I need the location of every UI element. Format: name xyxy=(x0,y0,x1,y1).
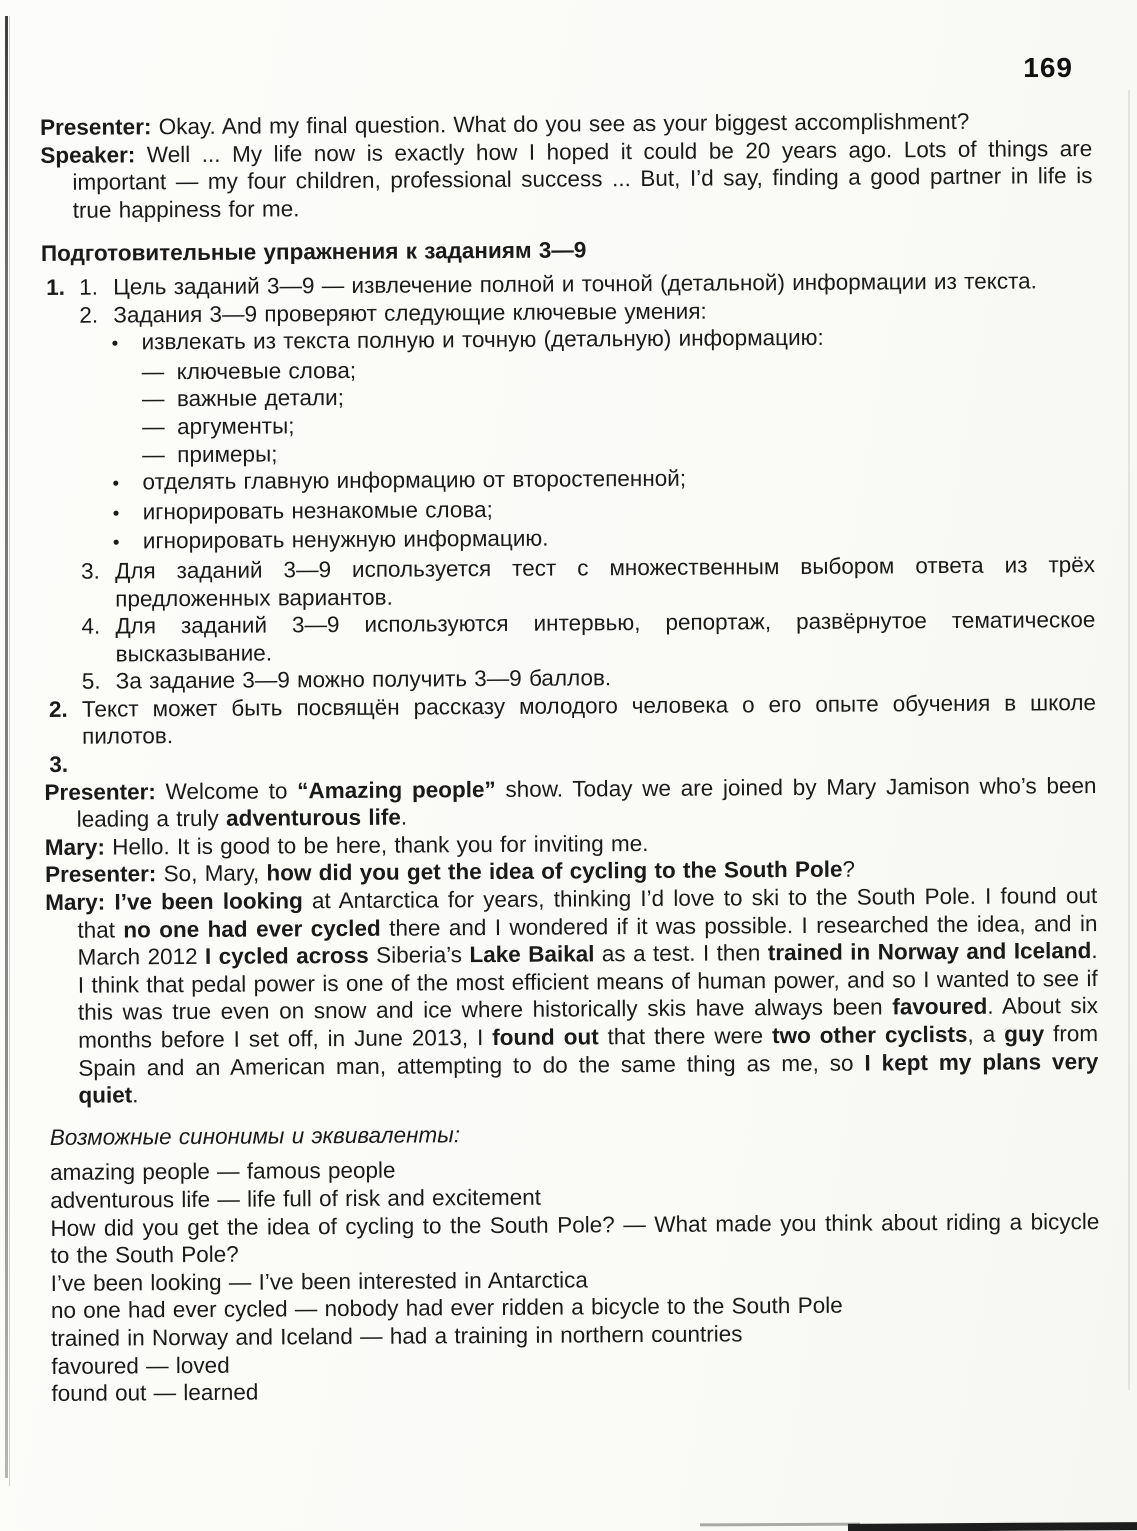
text-segment: Возможные синонимы и эквиваленты: xyxy=(49,1122,461,1150)
speaker-label: Mary: xyxy=(44,834,105,860)
item-number: 2. xyxy=(48,696,68,722)
text-segment: trained in Norway and Iceland xyxy=(767,938,1092,966)
text-segment: amazing people — famous people xyxy=(49,1158,396,1186)
dash-marker: — xyxy=(142,441,165,467)
text-segment: I cycled across xyxy=(204,943,369,970)
dash-marker: — xyxy=(141,358,165,385)
text-segment: Siberia’s xyxy=(368,942,470,969)
text-segment: Welcome to xyxy=(165,777,298,804)
text-segment: found out xyxy=(492,1024,599,1051)
text-segment: Well ... My life now is exactly how I hoped it could be 20 years ago. Lots of things are important — my four children, professional success ... But, I’d say, finding a good partner in life is true happiness for me. xyxy=(72,135,1093,223)
text-segment: . I think that pedal power is one of the most efficient means of human power, and so I wanted to see if this was true even on snow and ice where historically skis have always been xyxy=(77,938,1098,1026)
text-segment: ? xyxy=(842,857,856,883)
text-segment: favoured — loved xyxy=(51,1352,230,1379)
item-number: 4. xyxy=(81,613,101,639)
text-segment: Okay. And my final question. What do you see as your biggest accomplishment? xyxy=(158,108,970,140)
bullet-marker: • xyxy=(112,473,120,495)
bullet-marker: • xyxy=(112,532,120,554)
text-segment: Для заданий 3—9 используется тест с множественным выбором ответа из трёх предложенных вариантов. xyxy=(114,551,1096,612)
speaker-label: Presenter: xyxy=(44,778,156,805)
item-number: 5. xyxy=(81,668,101,695)
bullet-marker: • xyxy=(112,503,120,525)
bullet-marker: • xyxy=(111,333,119,355)
speaker-label: Speaker: xyxy=(40,141,136,168)
synonym-item xyxy=(51,1373,1100,1408)
text-segment: trained in Norway and Iceland — had a training in northern countries xyxy=(51,1321,743,1351)
speaker-label: Presenter: xyxy=(44,861,157,888)
scan-edge-right-artifact xyxy=(1128,90,1130,1390)
text-segment: . xyxy=(400,804,408,830)
text-segment: . xyxy=(132,1082,139,1108)
text-segment: adventurous life xyxy=(225,804,401,832)
dash-marker: — xyxy=(141,386,165,412)
text-segment: игнорировать ненужную информацию. xyxy=(142,525,549,554)
speaker-label: Presenter: xyxy=(40,114,152,140)
scan-edge-left-highlight xyxy=(9,16,10,1486)
text-segment: важные детали; xyxy=(176,385,345,412)
text-segment: at Antarctica for years, thinking I’d love to ski to the South Pole. I found out that xyxy=(77,883,1098,943)
text-segment: there and I wondered if it was possible. I researched the idea, and in March 2012 xyxy=(77,910,1098,970)
text-segment: извлекать из текста полную и точную (детальную) информацию: xyxy=(141,324,824,355)
dash-marker: — xyxy=(141,414,165,440)
text-segment: Подготовительные упражнения к заданиям 3—9 xyxy=(40,237,587,267)
text-segment: примеры; xyxy=(177,440,278,467)
text-segment: guy xyxy=(1004,1021,1045,1047)
text-segment: , a xyxy=(967,1021,1005,1047)
scan-smudge-bottom xyxy=(700,1523,860,1527)
text-segment: as a test. I then xyxy=(594,940,768,967)
text-segment: Для заданий 3—9 используются интервью, репортаж, развёрнутое тематическое высказывание. xyxy=(115,607,1096,667)
text-segment: So, Mary, xyxy=(163,860,267,887)
text-segment: аргументы; xyxy=(176,413,295,440)
item-number: 1. xyxy=(46,274,65,300)
list-item xyxy=(44,689,1096,751)
scan-bar-bottom-artifact xyxy=(848,1522,1137,1531)
list-item xyxy=(43,606,1095,668)
item-number: 2. xyxy=(79,302,99,328)
text-segment: found out — learned xyxy=(51,1379,259,1407)
synonym-item xyxy=(50,1208,1099,1270)
text-segment: I’ve been looking — I’ve been interested in Antarctica xyxy=(50,1267,588,1296)
text-segment: “Amazing people” xyxy=(297,776,496,803)
text-segment: Lake Baikal xyxy=(469,941,595,968)
text-segment: отделять главную информацию от второстепенной; xyxy=(142,465,687,495)
list-item xyxy=(43,551,1095,613)
dialogue-turn xyxy=(40,135,1093,225)
text-segment: I kept my plans very quiet xyxy=(78,1048,1099,1108)
dialogue-turn xyxy=(45,882,1098,1110)
text-segment: . About six months before I set off, in June 2013, I xyxy=(78,993,1099,1053)
text-segment: show. Today we are joined by Mary Jamison who’s been leading a truly xyxy=(76,772,1097,833)
item-number-inner: 1. xyxy=(79,274,98,300)
text-segment: How did you get the idea of cycling to the South Pole? — What made you think about riding a bicycle to the South Pole? xyxy=(50,1208,1100,1269)
text-segment: adventurous life — life full of risk and excitement xyxy=(50,1184,542,1213)
text-segment: Hello. It is good to be here, thank you for inviting me. xyxy=(112,830,649,860)
scan-edge-left-artifact xyxy=(5,16,8,1478)
text-segment: игнорировать незнакомые слова; xyxy=(142,496,493,525)
speaker-label: Mary: xyxy=(45,889,106,916)
text-segment: favoured xyxy=(892,994,988,1020)
page-number: 169 xyxy=(1023,52,1073,83)
dialogue-turn xyxy=(44,772,1096,834)
text-segment: Текст может быть посвящён рассказу молодого человека о его опыте обучения в школе пилотов. xyxy=(81,689,1097,750)
text-segment: За задание 3—9 можно получить 3—9 баллов. xyxy=(115,665,612,694)
text-segment: no one had ever cycled — nobody had ever ridden a bicycle to the South Pole xyxy=(50,1293,843,1324)
item-number: 3. xyxy=(49,751,69,778)
text-segment: how did you get the idea of cycling to the South Pole xyxy=(266,857,843,886)
text-segment: that there were xyxy=(598,1023,773,1050)
text-segment: from Spain and an American man, attempting to do the same thing as me, so xyxy=(78,1021,1099,1081)
item-number: 3. xyxy=(80,558,100,584)
text-segment: ключевые слова; xyxy=(176,357,357,384)
page-content xyxy=(40,107,1101,1408)
text-segment: I’ve been looking xyxy=(114,888,303,915)
text-segment: Цель заданий 3—9 — извлечение полной и точной (детальной) информации из текста. xyxy=(113,268,1037,300)
text-segment: no one had ever cycled xyxy=(123,915,381,943)
text-segment: Задания 3—9 проверяют следующие ключевые умения: xyxy=(113,298,707,328)
text-segment: two other cyclists xyxy=(771,1021,968,1049)
